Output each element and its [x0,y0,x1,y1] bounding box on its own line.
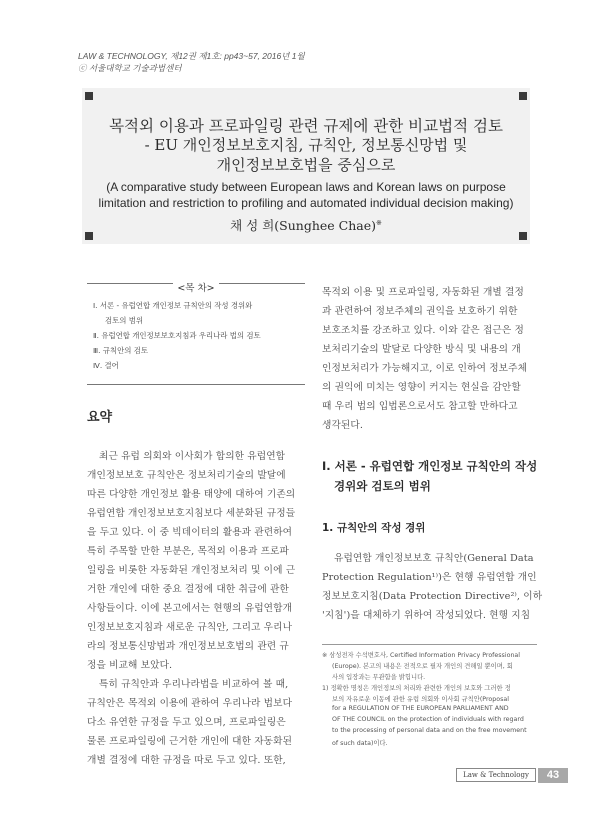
journal-citation: LAW & TECHNOLOGY, 제12권 제1호: pp43~57, 2016년 1월 [78,51,305,61]
body-line: 유럽연합 개인정보보호 규칙안(General Data [334,553,534,564]
footnote-line: to the processing of personal data and on the free movement [332,727,527,734]
summary-line: 사항들이다. 이에 본고에서는 현행의 유럽연합개 [87,603,293,614]
toc-item: Ⅳ. 결어 [93,361,119,370]
journal-header [78,50,305,74]
body-line: '지침')을 대체하기 위하여 작성되었다. 현행 지침 [322,610,531,621]
subsection-heading: 1. 규칙안의 작성 경위 [322,522,426,534]
author-footnote-mark: ※ [376,218,382,227]
body-line: 때 우리 법의 입법론으로서도 참고할 만하다고 [322,401,518,412]
footnote-line: (Europe). 본고의 내용은 전적으로 필자 개인의 견해일 뿐이며, 회 [332,663,513,670]
summary-line: 정을 비교해 보았다. [87,660,173,671]
summary-line: 일링을 비롯한 자동화된 개인정보처리 및 이에 근 [87,565,296,576]
table-of-contents [87,283,305,385]
author [82,216,530,234]
body-line: Protection Regulation¹⁾)은 현행 유럽연합 개인 [322,572,537,583]
title-english-line2: limitation and restriction to profiling and automated individual decision making) [98,196,514,210]
footer-journal-label: Law & Technology [456,768,536,782]
footnote-line: ※ 삼성전자 수석변호사, Certified Information Privacy Professional [322,652,521,659]
toc-title: <목 차> [173,283,218,294]
toc-item: 검토의 범위 [105,316,144,325]
title-box [82,88,530,244]
summary-line: 따른 다양한 개인정보 활용 태양에 대하여 기존의 [87,489,296,500]
footnote-line: OF THE COUNCIL on the protection of individuals with regard [332,716,524,723]
summary-line: 라의 정보통신망법과 개인정보보호법의 관련 규 [87,641,289,652]
title-english-line1: (A comparative study between European laws and Korean laws on purpose [106,180,506,194]
summary-line: 규칙안은 목적외 이용에 관하여 우리나라 법보다 [87,698,293,709]
summary-line: 을 두고 있다. 이 중 빅데이터의 활용과 관련하여 [87,527,293,538]
summary-line: 다소 유연한 규정을 두고 있으며, 프로파일링은 [87,717,286,728]
summary-line: 유럽연합 개인정보보호지침보다 세분화된 규정들 [87,508,296,519]
body-line: 목적외 이용 및 프로파일링, 자동화된 개별 결정 [322,287,524,298]
toc-item: Ⅱ. 유럽연합 개인정보보호지침과 우리나라 법의 검토 [93,331,261,340]
summary-line: 특히 주목할 만한 부분은, 목적외 이용과 프로파 [87,546,289,557]
summary-line: 개인정보보호 규칙안은 정보처리기술의 발달에 [87,470,286,481]
body-line: 인정보처리가 가능해지고, 이로 인하여 정보주체 [322,363,528,374]
summary-line: 인정보보호지침과 새로운 규칙안, 그리고 우리나 [87,622,293,633]
summary-line: 개별 결정에 대한 규정을 따로 두고 있다. 또한, [87,755,286,766]
footnote-line: 보의 자유로운 이동에 관한 유럽 의회와 이사회 규칙안(Proposal [332,696,510,703]
title-korean-line1: 목적외 이용과 프로파일링 관련 규제에 관한 비교법적 검토 [109,117,503,135]
author-name: 채 성 희(Sunghee Chae) [230,218,376,233]
summary-line: 거한 개인에 대한 중요 결정에 대한 취급에 관한 [87,584,289,595]
summary-heading: 요약 [87,410,113,425]
body-line: 정보보호지침(Data Protection Directive²⁾, 이하 [322,591,543,602]
page-number: 43 [538,768,568,783]
footnote-line: of such data)이다. [332,740,388,747]
body-line: 과 관련하여 정보주체의 권익을 보호하기 위한 [322,306,518,317]
footnote-line: for a REGULATION OF THE EUROPEAN PARLIAMENT AND [332,705,509,712]
title-korean-line2: - EU 개인정보보호지침, 규칙안, 정보통신망법 및 [144,136,468,154]
summary-line: 특히 규칙안과 우리나라법을 비교하여 볼 때, [99,679,289,690]
footnote-line: 사의 입장과는 무관함을 밝힙니다. [332,674,426,681]
body-line: 보처리기술의 발달로 다양한 방식 및 내용의 개 [322,344,521,355]
footnote-divider [322,644,537,645]
corner-square-icon [85,92,93,100]
toc-item: Ⅲ. 규칙안의 검토 [93,346,148,355]
toc-item: Ⅰ. 서론 - 유럽연합 개인정보 규칙안의 작성 경위와 [93,301,253,310]
copyright-line: ⓒ 서울대학교 기술과법센터 [78,63,182,73]
body-line: 생각된다. [322,420,364,431]
title-korean-line3: 개인정보보호법을 중심으로 [216,156,396,174]
footnote-line: 1) 정확한 명칭은 개인정보의 처리와 관련한 개인의 보호와 그러한 정 [322,685,511,692]
section-heading-line1: Ⅰ. 서론 - 유럽연합 개인정보 규칙안의 작성 [322,459,538,473]
body-line: 보호조치를 강조하고 있다. 이와 같은 접근은 정 [322,325,524,336]
summary-line: 최근 유럽 의회와 이사회가 합의한 유럽연합 [99,451,286,462]
corner-square-icon [519,92,527,100]
section-heading-line2: 경위와 검토의 범위 [334,479,431,493]
body-line: 의 권익에 미치는 영향이 커지는 현실을 감안할 [322,382,521,393]
summary-line: 물론 프로파일링에 근거한 개인에 대한 자동화된 [87,736,293,747]
